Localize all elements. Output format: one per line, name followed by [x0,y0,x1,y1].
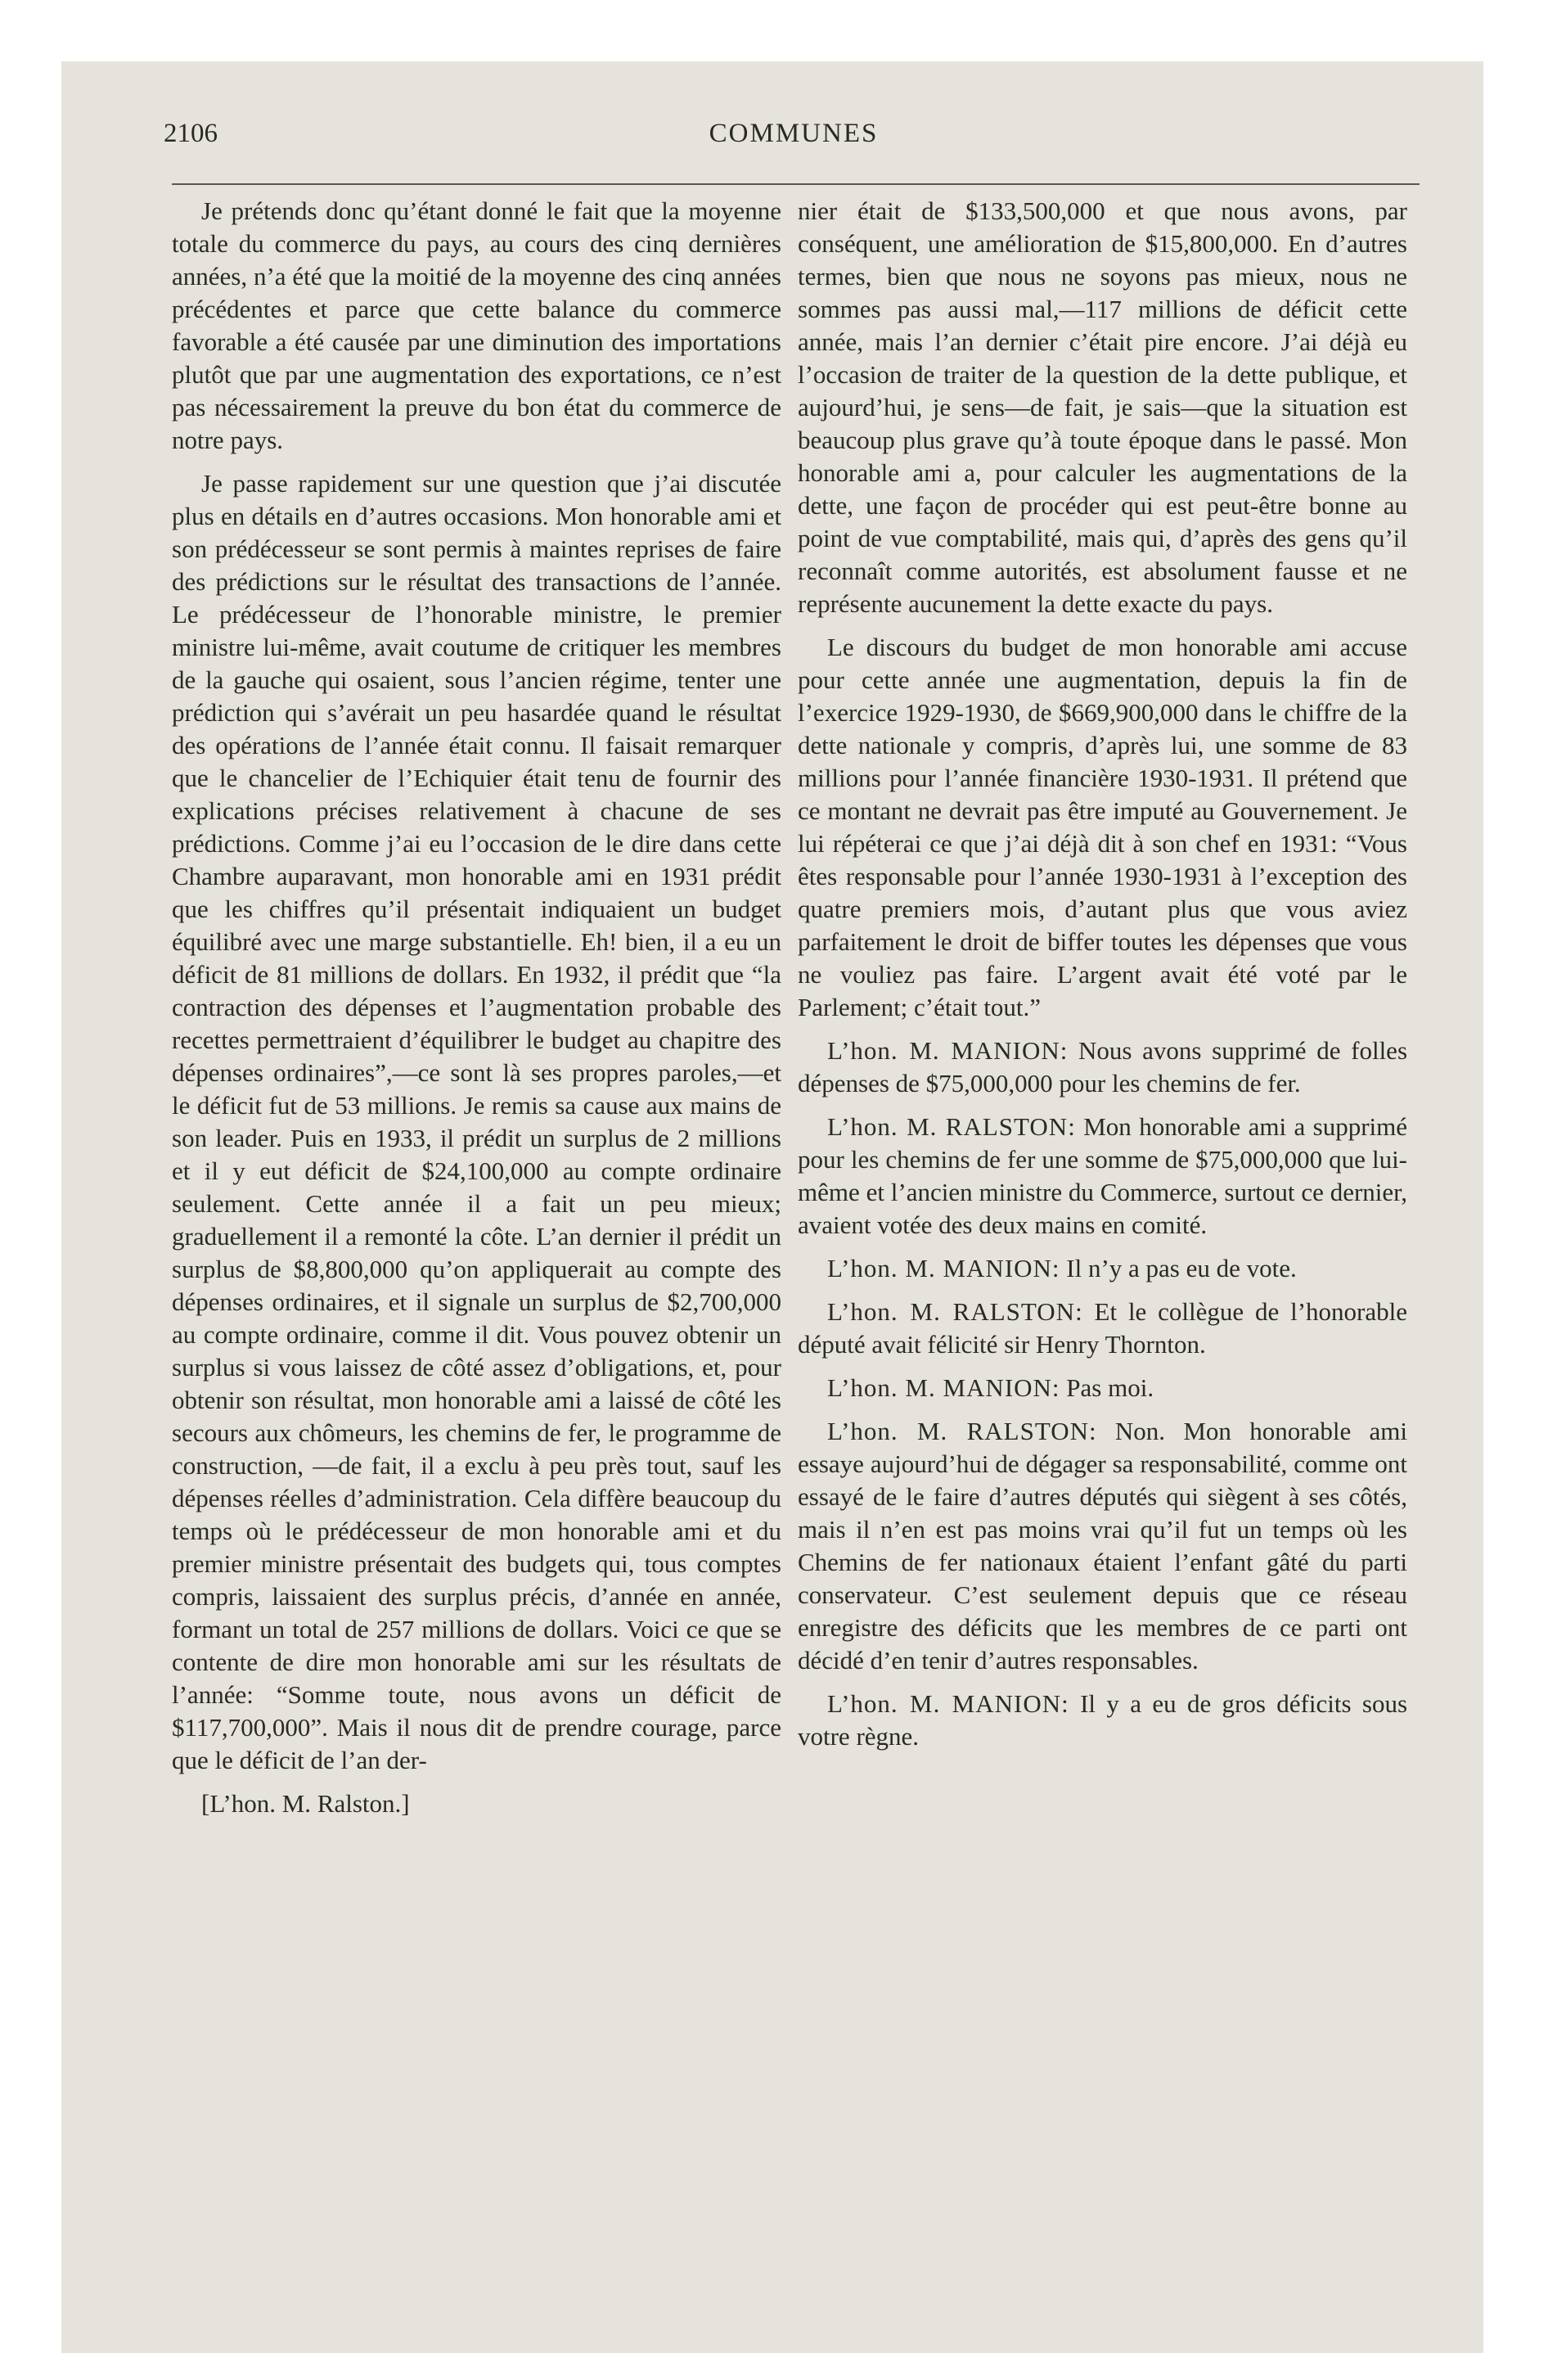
speech-text: Il n’y a pas eu de vote. [1066,1254,1297,1282]
exchange-manion-4 [798,1688,1407,1753]
right-column [798,195,1407,2290]
speech-text: Pas moi. [1066,1373,1154,1402]
left-paragraph-1: Je prétends donc qu’étant donné le fait que la moyenne totale du commerce du pays, au cours des cinq dernières années, n’a été que la moitié de la moyenne des cinq années précédentes et parce que cette balance du commerce favorable a été causée par une diminution des importations plutôt que par une augmentation des exportations, ce n’est pas nécessairement la preuve du bon état du commerce de notre pays. [172,196,781,454]
exchange-ralston-2 [798,1296,1407,1361]
page-header [164,119,1424,160]
exchange-ralston-1 [798,1111,1407,1242]
speaker-name: L’hon. M. MANION: [827,1036,1069,1065]
speaker-attribution: [L’hon. M. Ralston.] [201,1789,410,1818]
speech-text: Mon honorable ami a supprimé pour les chemins de fer une somme de $75,000,000 que lui-même et l’ancien ministre du Commerce, surtout ce dernier, avaient votée des deux mains en comité. [798,1112,1407,1239]
right-paragraph-2: Le discours du budget de mon honorable ami accuse pour cette année une augmentation, depuis la fin de l’exercice 1929-1930, de $669,900,000 dans le chiffre de la dette nationale y compris, d’après lui, une somme de 83 millions pour l’année financière 1930-1931. Il prétend que ce montant ne devrait pas être imputé au Gouvernement. Je lui répéterai ce que j’ai déjà dit à son chef en 1931: “Vous êtes responsable pour l’année 1930-1931 à l’exception des quatre premiers mois, d’autant plus que vous aviez parfaitement le droit de biffer toutes les dépenses que vous ne vouliez pas faire. L’argent avait été voté par le Parlement; c’était tout.” [798,633,1407,1021]
exchange-manion-2 [798,1252,1407,1285]
speaker-name: L’hon. M. MANION: [827,1689,1069,1718]
left-column [172,195,781,2290]
running-head: COMMUNES [709,119,879,148]
speaker-name: L’hon. M. RALSTON: [827,1112,1076,1141]
speaker-name: L’hon. M. MANION: [827,1254,1060,1282]
left-paragraph-2: Je passe rapidement sur une question que j’ai discutée plus en détails en d’autres occasions. Mon honorable ami et son prédécesseur se sont permis à maintes reprises de faire des prédictions sur le résultat des transactions de l’année. Le prédécesseur de l’honorable ministre, le premier ministre lui-même, avait coutume de critiquer les membres de la gauche qui osaient, sous l’ancien régime, tenter une prédiction qui s’avérait un peu hasardée quand le résultat des opérations de l’année était connu. Il faisait remarquer que le chancelier de l’Echiquier était tenu de fournir des explications précises relativement à chacune de ses prédictions. Comme j’ai eu l’occasion de le dire dans cette Chambre auparavant, mon honorable ami en 1931 prédit que les chiffres qu’il présentait indiquaient un budget équilibré avec une marge substantielle. Eh! bien, il a eu un déficit de 81 millions de dollars. En 1932, il prédit que “la contraction des dépenses et l’augmentation probable des recettes permettraient d’équilibrer le budget au chapitre des dépenses ordinaires”,—ce sont là ses propres paroles,—et le déficit fut de 53 millions. Je remis sa cause aux mains de son leader. Puis en 1933, il prédit un surplus de 2 millions et il y eut déficit de $24,100,000 au compte ordinaire seulement. Cette année il a fait un peu mieux; graduellement il a remonté la côte. L’an dernier il prédit un surplus de $8,800,000 qu’on appliquerait au compte des dépenses ordinaires, et il signale un surplus de $2,700,000 au compte ordinaire, comme il dit. Vous pouvez obtenir un surplus si vous laissez de côté assez d’obligations, et, pour obtenir son résultat, mon honorable ami a laissé de côté les secours aux chômeurs, les chemins de fer, le programme de construction, —de fait, il a exclu à peu près tout, sauf les dépenses réelles d’administration. Cela diffère beaucoup du temps où le prédécesseur de mon honorable ami et du premier ministre présentait des budgets qui, tous comptes compris, laissaient des surplus précis, d’année en année, formant un total de 257 millions de dollars. Voici ce que se contente de dire mon honorable ami sur les résultats de l’année: “Somme toute, nous avons un déficit de $117,700,000”. Mais il nous dit de prendre courage, parce que le déficit de l’an der- [172,469,781,1774]
exchange-manion-3 [798,1372,1407,1404]
speech-text: Et le collègue de l’honorable député avait félicité sir Henry Thornton. [798,1297,1407,1359]
header-rule [172,183,1420,185]
speaker-name: L’hon. M. RALSTON: [827,1417,1097,1445]
right-paragraph-1: nier était de $133,500,000 et que nous avons, par conséquent, une amélioration de $15,800,000. En d’autres termes, bien que nous ne soyons pas mieux, nous ne sommes pas aussi mal,—117 millions de déficit cette année, mais l’an dernier c’était pire encore. J’ai déjà eu l’occasion de traiter de la question de la dette publique, et aujourd’hui, je sens—de fait, je sais—que la situation est beaucoup plus grave qu’à toute époque dans le passé. Mon honorable ami a, pour calculer les augmentations de la dette, une façon de procéder qui est peut-être bonne au point de vue comptabilité, mais qui, d’après des gens qu’il reconnaît comme autorités, est absolument fausse et ne représente aucunement la dette exacte du pays. [798,196,1407,618]
speech-text: Non. Mon honorable ami essaye aujourd’hui de dégager sa responsabilité, comme ont essayé de le faire d’autres députés qui siègent à ses côtés, mais il n’en est pas moins vrai qu’il fut un temps où les Chemins de fer nationaux étaient l’enfant gâté du parti conservateur. C’est seulement depuis que ce réseau enregistre des déficits que les membres de ce parti ont décidé d’en tenir d’autres responsables. [798,1417,1407,1675]
exchange-manion-1 [798,1034,1407,1100]
speaker-name: L’hon. M. RALSTON: [827,1297,1083,1326]
page-number: 2106 [164,119,218,148]
speech-text: Nous avons supprimé de folles dépenses de $75,000,000 pour les chemins de fer. [798,1036,1407,1098]
speech-text: Il y a eu de gros déficits sous votre règne. [798,1689,1407,1751]
exchange-ralston-3 [798,1415,1407,1677]
speaker-name: L’hon. M. MANION: [827,1373,1060,1402]
